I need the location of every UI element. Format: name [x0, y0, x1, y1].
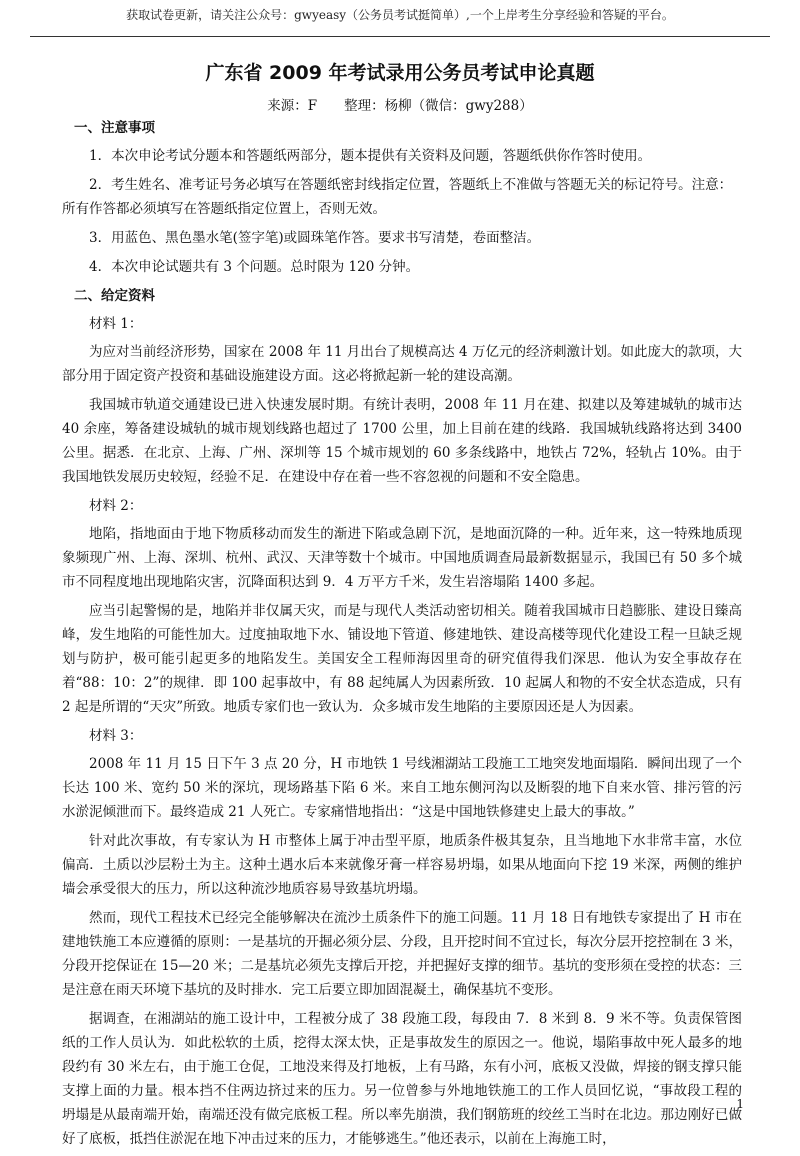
note-item-2: 2．考生姓名、准考证号务必填写在答题纸密封线指定位置，答题纸上不准做与答题无关的标记符号。注意：所有作答都必须填写在答题纸指定位置上，否则无效。: [62, 177, 733, 217]
material-3-paragraph-2: 针对此次事故，有专家认为 H 市整体上属于冲击型平原，地质条件极其复杂，且当地地下水非常丰富，水位偏高．土质以沙层粉土为主。这种土遇水后本来就像牙膏一样容易坍塌，如果从地面向下挖 19 米深，两侧的维护墙会承受很大的压力，所以这种流沙地质容易导致基坑坍塌。: [62, 833, 742, 897]
material-3-paragraph-4: 据调查，在湘湖站的施工设计中，工程被分成了 38 段施工段，每段由 7．8 米到 8．9 米不等。负责保管图纸的工作人员认为．如此松软的土质，挖得太深太快，正是事故发生的原因之一。他说，塌陷事故中死人最多的地段约有 30 米左右，由于施工仓促，工地没来得及打地板，上有马路，东有小河，底板又没做，焊接的钢支撑只能支撑上面的力量。根本挡不住两边挤过来的压力。另一位曾参与外地地铁施工的工作人员回忆说，“事故段工程的坍塌是从最南端开始，南端还没有做完底板工程。所以率先崩溃，我们钢筋班的绞丝工当时在北边。那边刚好已做好了底板，抵挡住淤泥在地下冲击过来的压力，才能够逃生。”他还表示，以前在上海施工时，: [62, 1011, 742, 1147]
material-3-label: 材料 3：: [89, 728, 143, 744]
material-1-paragraph-2: 我国城市轨道交通建设已进入快速发展时期。有统计表明，2008 年 11 月在建、拟建以及筹建城轨的城市达 40 余座，筹备建设城轨的城市规划线路也超过了 1700 公里，加上目前在建的线路．我国城轨线路将达到 3400 公里。据悉．在北京、上海、广州、深圳等 15 个城市规划的 60 多条线路中，地铁占 72%，轻轨占 10%。由于我国地铁发展历史较短，经验不足．在建设中存在着一些不容忽视的问题和不安全隐患。: [62, 397, 742, 485]
note-item-1: 1．本次申论考试分题本和答题纸两部分，题本提供有关资料及问题，答题纸供你作答时使用。: [89, 148, 652, 164]
section-heading-materials: 二、给定资料: [74, 288, 155, 304]
document-body: [62, 116, 742, 1156]
material-2-paragraph-1: 地陷，指地面由于地下物质移动而发生的渐进下陷或急剧下沉，是地面沉降的一种。近年来，这一特殊地质现象频现广州、上海、深圳、杭州、武汉、天津等数十个城市。中国地质调查局最新数据显示，我国已有 50 多个城市不同程度地出现地陷灾害，沉降面积达到 9．4 万平方千米，发生岩溶塌陷 1400 多起。: [62, 526, 742, 590]
header-divider: [30, 36, 770, 37]
note-item-3: 3．用蓝色、黑色墨水笔(签字笔)或圆珠笔作答。要求书写清楚，卷面整洁。: [89, 230, 541, 246]
section-heading-notes: 一、注意事项: [74, 120, 155, 136]
material-2-label: 材料 2：: [89, 498, 143, 514]
material-2-paragraph-2: 应当引起警惕的是，地陷并非仅属天灾，而是与现代人类活动密切相关。随着我国城市日趋膨胀、建设日臻高峰，发生地陷的可能性加大。过度抽取地下水、铺设地下管道、修建地铁、建设高楼等现代化建设工程一旦缺乏规划与防护，极可能引起更多的地陷发生。美国安全工程师海因里奇的研究值得我们深思．他认为安全事故存在着“88：10：2”的规律．即 100 起事故中，有 88 起纯属人为因素所致．10 起属人和物的不安全状态造成，只有 2 起是所谓的“天灾”所致。地质专家们也一致认为．众多城市发生地陷的主要原因还是人为因素。: [62, 603, 742, 715]
material-3-paragraph-1: 2008 年 11 月 15 日下午 3 点 20 分，H 市地铁 1 号线湘湖站工段施工工地突发地面塌陷．瞬间出现了一个长达 100 米、宽约 50 米的深坑，现场路基下陷 6 米。来自工地东侧河沟以及断裂的地下自来水管、排污管的污水淤泥倾泄而下。最终造成 21 人死亡。专家痛惜地指出：“这是中国地铁修建史上最大的事故。”: [62, 756, 742, 820]
note-item-4: 4．本次申论试题共有 3 个问题。总时限为 120 分钟。: [89, 259, 420, 275]
page-subtitle: 来源：F 整理：杨柳（微信：gwy288）: [267, 98, 533, 114]
top-notice: 获取试卷更新，请关注公众号：gwyeasy（公务员考试挺简单）,一个上岸考生分享经验和答疑的平台。: [126, 8, 674, 22]
page-title: 广东省 2009 年考试录用公务员考试申论真题: [205, 62, 595, 84]
page-number: 1: [736, 1097, 744, 1111]
material-1-label: 材料 1：: [89, 316, 143, 332]
material-1-paragraph-1: 为应对当前经济形势，国家在 2008 年 11 月出台了规模高达 4 万亿元的经济刺激计划。如此庞大的款项，大部分用于固定资产投资和基础设施建设方面。这必将掀起新一轮的建设高潮。: [62, 344, 742, 384]
material-3-paragraph-3: 然而，现代工程技术已经完全能够解决在流沙土质条件下的施工问题。11 月 18 日有地铁专家提出了 H 市在建地铁施工本应遵循的原则：一是基坑的开掘必须分层、分段，且开挖时间不宜过长，每次分层开挖控制在 3 米，分段开挖保证在 15—20 米；二是基坑必须先支撑后开挖，并把握好支撑的细节。基坑的变形须在受控的状态：三是注意在雨天环境下基坑的及时排水．完工后要立即加固混凝土，确保基坑不变形。: [62, 910, 743, 998]
